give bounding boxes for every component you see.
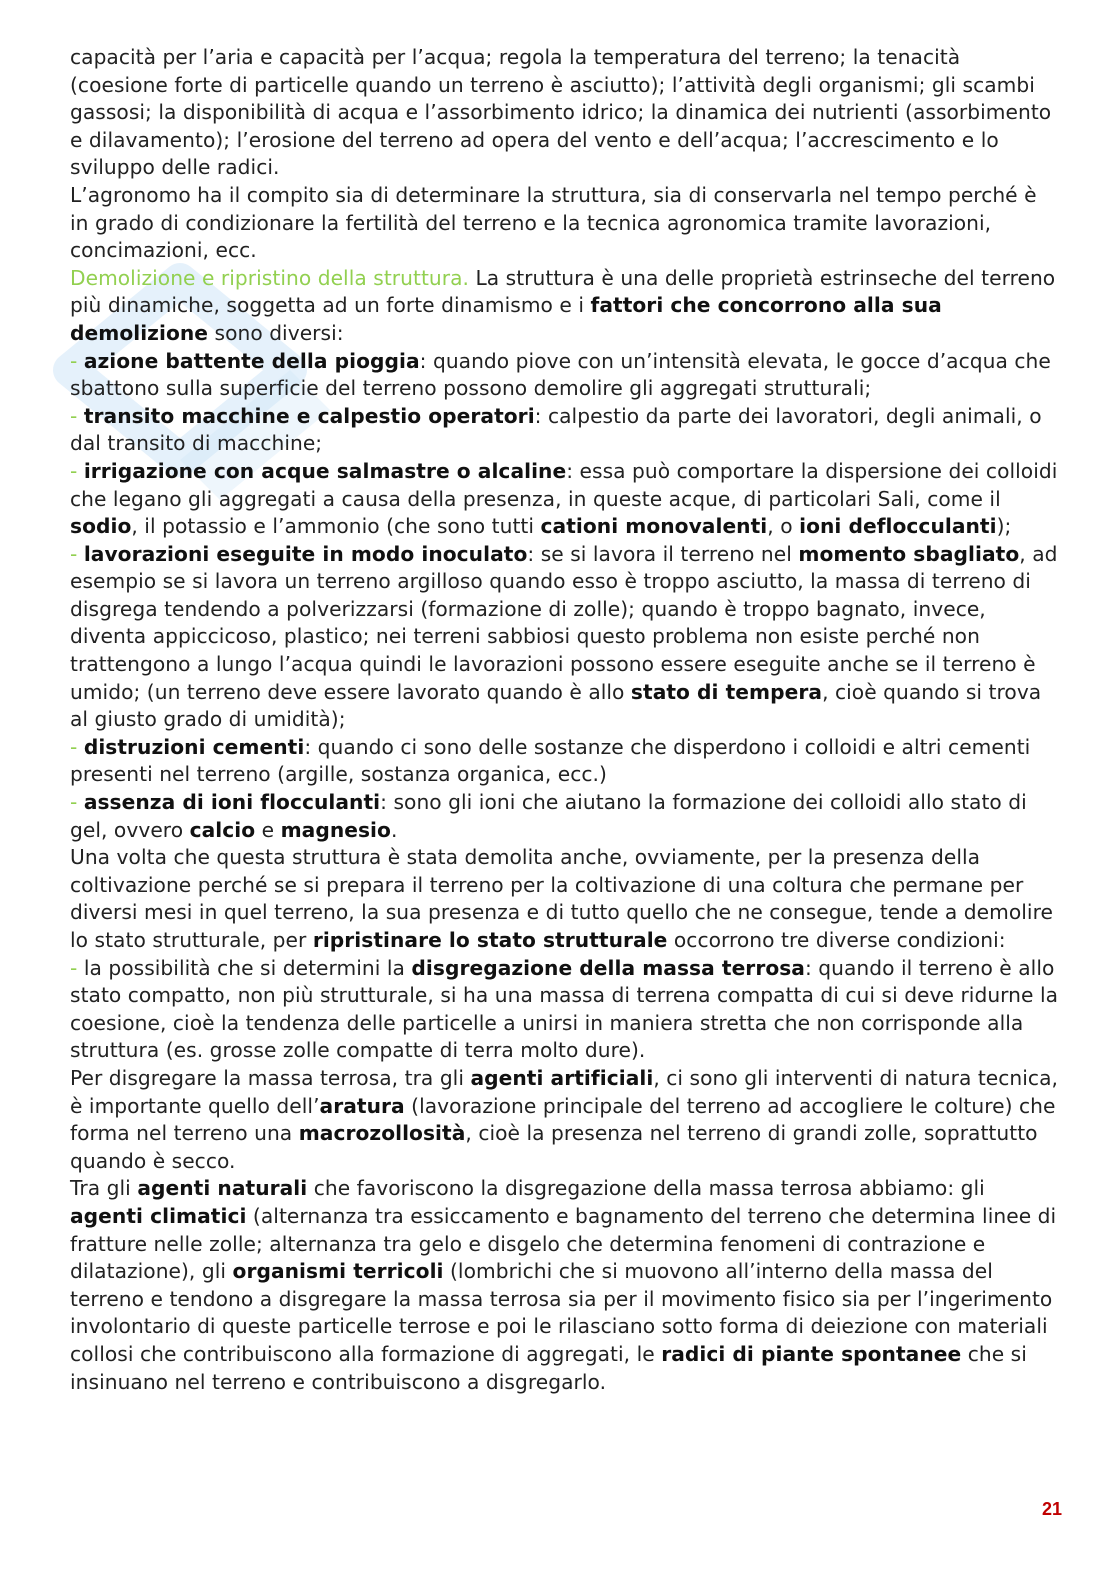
- bold-term: calcio: [189, 817, 256, 842]
- list-item-transito: [70, 403, 1060, 458]
- bold-term: fattori che concorrono alla sua demolizione: [70, 293, 942, 345]
- paragraph-agenti-artificiali: [70, 1065, 1060, 1175]
- bold-term: distruzioni cementi: [83, 734, 305, 759]
- text: (alternanza tra essiccamento e bagnamento del terreno che determina linee di fratture nelle zolle; alternanza tra gelo e disgelo che determina fenomeni di contrazione e dilatazione), gli: [70, 1203, 1057, 1284]
- bold-term: stato di tempera: [630, 679, 823, 704]
- text: L’agronomo ha il compito sia di determinare la struttura, sia di conservarla nel tempo perché è in grado di condizionare la fertilità del terreno e la tecnica agronomica tramite lavorazioni, concimazioni, ecc.: [70, 182, 1037, 263]
- bold-term: ioni deflocculanti: [799, 514, 997, 539]
- bold-term: lavorazioni eseguite in modo inoculato: [83, 541, 528, 566]
- list-item-irrigazione: [70, 458, 1060, 541]
- list-dash: -: [70, 955, 84, 980]
- document-body: [70, 44, 1060, 1396]
- list-dash: -: [70, 458, 84, 483]
- list-dash: -: [70, 403, 84, 428]
- text: e: [255, 817, 281, 842]
- text: : se si lavora il terreno nel: [527, 541, 799, 566]
- list-dash: -: [70, 348, 84, 373]
- bold-term: macrozollosità: [298, 1121, 466, 1146]
- bold-term: ripristinare lo stato strutturale: [312, 928, 668, 952]
- list-dash: -: [70, 734, 84, 759]
- bold-term: agenti artificiali: [470, 1065, 654, 1090]
- text: (lavorazione principale del terreno ad accogliere le colture) che forma nel terreno una: [70, 1093, 1056, 1146]
- text: che favoriscono la disgregazione della massa terrosa abbiamo: gli: [307, 1176, 985, 1201]
- text: : essa può comportare la dispersione dei colloidi che legano gli aggregati a causa della presenza, in queste acque, di particolari Sali, come il: [70, 458, 1058, 511]
- text: occorrono tre diverse condizioni:: [667, 928, 1006, 952]
- list-item-lavorazioni: [70, 541, 1060, 734]
- bold-term: organismi terricoli: [232, 1259, 444, 1284]
- bold-term: aratura: [319, 1093, 405, 1118]
- bold-term: agenti climatici: [70, 1203, 247, 1228]
- bold-term: disgregazione della massa terrosa: [411, 955, 805, 980]
- text: La struttura è una delle proprietà estrinseche del terreno più dinamiche, soggetta ad un forte dinamismo e i: [70, 265, 1056, 318]
- bold-term: azione battente della pioggia: [83, 348, 420, 373]
- text: : quando il terreno è allo stato compatto, non più strutturale, si ha una massa di terrena compatta di cui si deve ridurne la coesione, cioè la tendenza delle particelle a unirsi in maniera stretta che non corrisponde alla struttura (es. grosse zolle compatte di terra molto dure).: [70, 955, 1059, 1063]
- text: la possibilità che si determini la: [83, 955, 412, 980]
- text: , ci sono gli interventi di natura tecnica, è importante quello dell’: [70, 1065, 1058, 1118]
- text: : quando piove con un’intensità elevata, le gocce d’acqua che sbattono sulla superficie del terreno possono demolire gli aggregati strutturali;: [70, 348, 1051, 401]
- text: : sono gli ioni che aiutano la formazione dei colloidi allo stato di gel, ovvero: [70, 790, 1027, 842]
- paragraph-demolizione: [70, 265, 1060, 348]
- text: Per disgregare la massa terrosa, tra gli: [70, 1065, 471, 1090]
- paragraph-intro: [70, 44, 1060, 182]
- paragraph-agenti-naturali: [70, 1175, 1060, 1396]
- bold-term: momento sbagliato: [798, 541, 1020, 566]
- text: , o: [767, 514, 800, 539]
- text: , cioè quando si trova al giusto grado di umidità);: [70, 679, 1042, 732]
- bold-term: assenza di ioni flocculanti: [83, 790, 381, 815]
- list-item-cementi: [70, 734, 1060, 789]
- text: capacità per l’aria e capacità per l’acqua; regola la temperatura del terreno; la tenacità (coesione forte di particelle quando un terreno è asciutto); l’attività degli organismi; gli scambi gassosi; la disponibilità di acqua e l’assorbimento idrico; la dinamica dei nutrienti (assorbimento e dilavamento); l’erosione del terreno ad opera del vento e dell’acqua; l’accrescimento e lo sviluppo delle radici.: [70, 45, 1052, 180]
- list-dash: -: [70, 790, 84, 815]
- page-number: 21: [1041, 1499, 1062, 1519]
- text: , ad esempio se si lavora un terreno argilloso quando esso è troppo asciutto, la massa di terreno di disgrega tendendo a polverizzarsi (formazione di zolle); quando è troppo bagnato, invece, diventa appiccicoso, plastico; nei terreni sabbiosi questo problema non esiste perché non trattengono a lungo l’acqua quindi le lavorazioni possono essere eseguite anche se il terreno è umido; (un terreno deve essere lavorato quando è allo: [70, 541, 1058, 704]
- text: .: [390, 817, 398, 842]
- paragraph-agronomo: [70, 182, 1060, 265]
- bold-term: cationi monovalenti: [540, 514, 768, 539]
- text: );: [996, 514, 1012, 539]
- paragraph-ripristino: [70, 844, 1060, 954]
- bold-term: transito macchine e calpestio operatori: [83, 403, 535, 428]
- bold-term: agenti naturali: [137, 1176, 308, 1201]
- list-dash: -: [70, 541, 84, 566]
- text: sono diversi:: [208, 320, 344, 345]
- text: (lombrichi che si muovono all’interno della massa del terreno e tendono a disgregare la massa terrosa sia per il movimento fisico sia per l’ingerimento involontario di queste particelle terrose e poi le rilasciano sotto forma di deiezione con materiali collosi che contribuiscono alla formazione di aggregati, le: [70, 1259, 1053, 1366]
- bold-term: radici di piante spontanee: [661, 1341, 962, 1366]
- text: : calpestio da parte dei lavoratori, degli animali, o dal transito di macchine;: [70, 403, 1042, 456]
- list-item-disgregazione: [70, 955, 1060, 1065]
- bold-term: magnesio: [280, 817, 391, 842]
- bold-term: sodio: [70, 514, 132, 539]
- list-item-pioggia: [70, 348, 1060, 403]
- list-item-ioni: [70, 789, 1060, 844]
- section-heading: Demolizione e ripristino della struttura.: [70, 265, 469, 290]
- text: , il potassio e l’ammonio (che sono tutti: [131, 514, 541, 539]
- text: , cioè la presenza nel terreno di grandi zolle, soprattutto quando è secco.: [70, 1121, 1038, 1173]
- bold-term: irrigazione con acque salmastre o alcaline: [83, 458, 567, 483]
- text: : quando ci sono delle sostanze che disperdono i colloidi e altri cementi presenti nel terreno (argille, sostanza organica, ecc.): [70, 734, 1031, 787]
- text: che si insinuano nel terreno e contribuiscono a disgregarlo.: [70, 1341, 1027, 1394]
- text: Una volta che questa struttura è stata demolita anche, ovviamente, per la presenza della coltivazione perché se si prepara il terreno per la coltivazione di una coltura che permane per diversi mesi in quel terreno, la sua presenza e di tutto quello che ne consegue, tende a demolire lo stato strutturale, per: [70, 845, 1053, 952]
- text: Tra gli: [70, 1176, 138, 1201]
